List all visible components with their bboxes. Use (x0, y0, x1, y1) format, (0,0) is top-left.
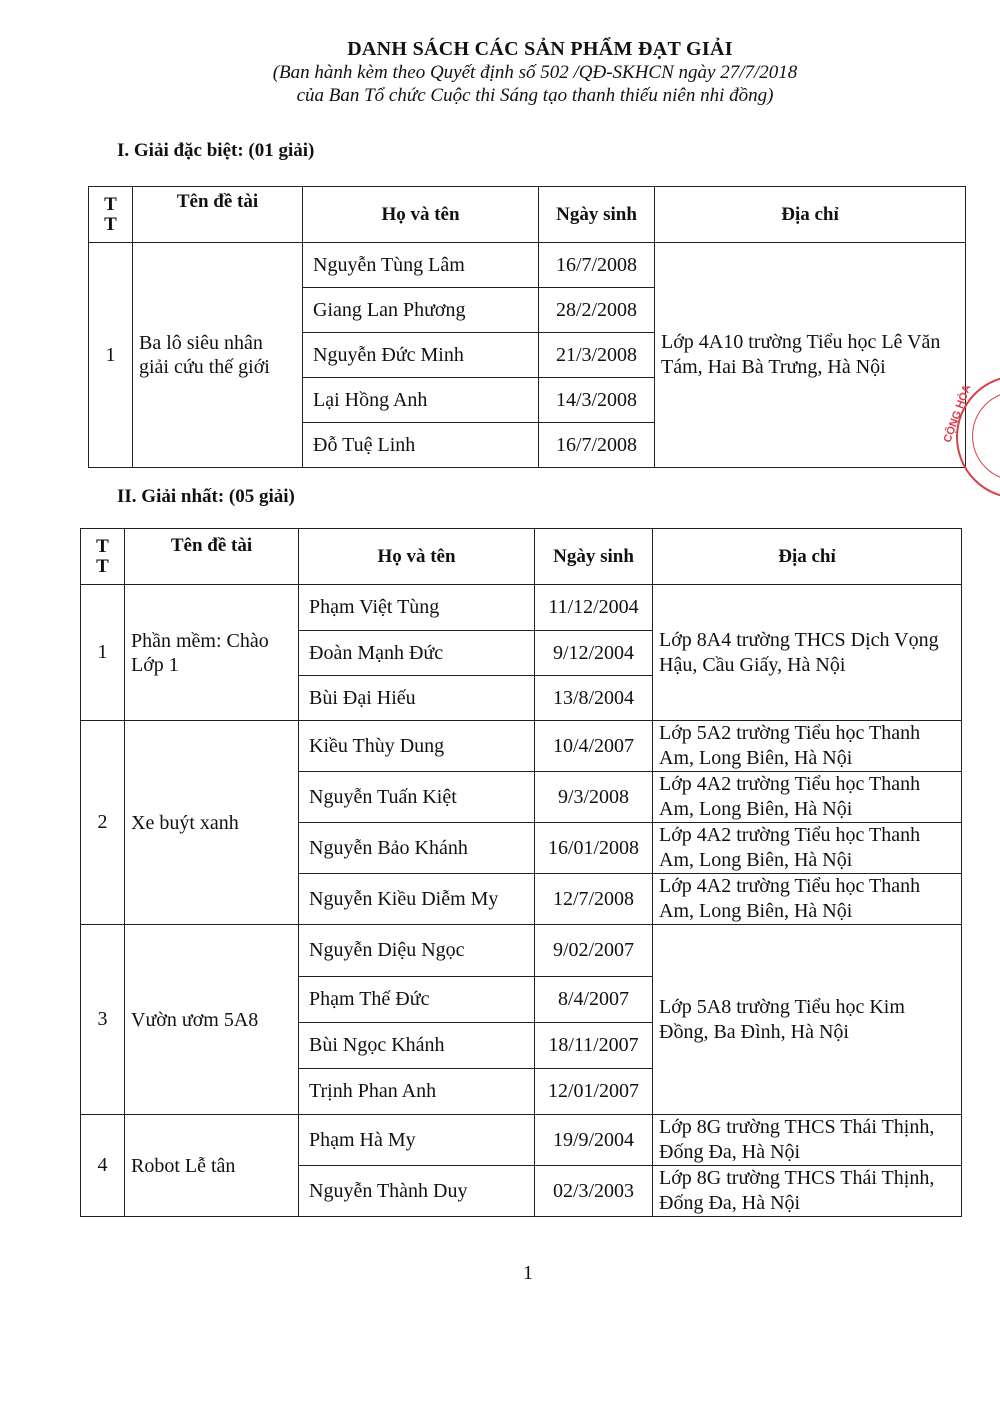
row-number: 1 (89, 243, 133, 468)
member-name: Đỗ Tuệ Linh (303, 423, 539, 468)
address-cell: Lớp 4A2 trường Tiểu học Thanh Am, Long Biên, Hà Nội (653, 874, 962, 925)
section-heading-first-prize: II. Giải nhất: (05 giải) (117, 486, 295, 507)
member-name: Nguyễn Bảo Khánh (299, 823, 535, 874)
table-row (81, 721, 962, 772)
official-seal-text: CỘNG HÒA (941, 383, 974, 445)
member-dob: 10/4/2007 (535, 721, 653, 772)
member-dob: 13/8/2004 (535, 676, 653, 721)
official-seal-stamp (941, 375, 1000, 499)
first-prize-table (80, 528, 962, 1217)
member-name: Phạm Việt Tùng (299, 585, 535, 631)
member-name: Nguyễn Tùng Lâm (303, 243, 539, 288)
column-header-dob: Ngày sinh (539, 187, 655, 243)
member-name: Nguyễn Tuấn Kiệt (299, 772, 535, 823)
address-cell: Lớp 8A4 trường THCS Dịch Vọng Hậu, Cầu Giấy, Hà Nội (653, 585, 962, 721)
topic-cell: Xe buýt xanh (125, 721, 299, 925)
member-dob: 02/3/2003 (535, 1166, 653, 1217)
column-header-dob: Ngày sinh (535, 529, 653, 585)
member-name: Nguyễn Kiều Diễm My (299, 874, 535, 925)
member-name: Phạm Hà My (299, 1115, 535, 1166)
member-dob: 12/7/2008 (535, 874, 653, 925)
address-cell: Lớp 4A2 trường Tiểu học Thanh Am, Long Biên, Hà Nội (653, 823, 962, 874)
row-number: 3 (81, 925, 125, 1115)
member-dob: 16/7/2008 (539, 243, 655, 288)
member-name: Nguyễn Đức Minh (303, 333, 539, 378)
special-prize-table (88, 186, 966, 468)
member-dob: 16/01/2008 (535, 823, 653, 874)
address-cell: Lớp 5A8 trường Tiểu học Kim Đồng, Ba Đình, Hà Nội (653, 925, 962, 1115)
member-name: Nguyễn Thành Duy (299, 1166, 535, 1217)
member-dob: 19/9/2004 (535, 1115, 653, 1166)
address-cell: Lớp 5A2 trường Tiểu học Thanh Am, Long Biên, Hà Nội (653, 721, 962, 772)
member-name: Trịnh Phan Anh (299, 1069, 535, 1115)
member-dob: 18/11/2007 (535, 1023, 653, 1069)
member-dob: 28/2/2008 (539, 288, 655, 333)
member-dob: 9/02/2007 (535, 925, 653, 977)
member-name: Phạm Thế Đức (299, 977, 535, 1023)
table-header-row (89, 187, 966, 243)
column-header-topic: Tên đề tài (125, 529, 299, 585)
member-name: Giang Lan Phương (303, 288, 539, 333)
column-header-tt: T T (89, 187, 133, 243)
column-header-topic: Tên đề tài (133, 187, 303, 243)
member-dob: 16/7/2008 (539, 423, 655, 468)
document-subtitle-line-1: (Ban hành kèm theo Quyết định số 502 /QĐ-SKHCN ngày 27/7/2018 (272, 62, 798, 83)
column-header-name: Họ và tên (299, 529, 535, 585)
topic-cell: Vườn ươm 5A8 (125, 925, 299, 1115)
address-cell: Lớp 4A10 trường Tiểu học Lê Văn Tám, Hai Bà Trưng, Hà Nội (655, 243, 966, 468)
topic-cell: Phần mềm: Chào Lớp 1 (125, 585, 299, 721)
document-header (0, 38, 1000, 107)
member-name: Bùi Ngọc Khánh (299, 1023, 535, 1069)
member-dob: 14/3/2008 (539, 378, 655, 423)
member-dob: 9/12/2004 (535, 631, 653, 676)
member-name: Lại Hồng Anh (303, 378, 539, 423)
member-dob: 9/3/2008 (535, 772, 653, 823)
table-row (81, 1115, 962, 1166)
member-name: Bùi Đại Hiếu (299, 676, 535, 721)
row-number: 1 (81, 585, 125, 721)
column-header-name: Họ và tên (303, 187, 539, 243)
address-cell: Lớp 4A2 trường Tiểu học Thanh Am, Long Biên, Hà Nội (653, 772, 962, 823)
row-number: 4 (81, 1115, 125, 1217)
member-name: Kiều Thùy Dung (299, 721, 535, 772)
document-subtitle-line-2: của Ban Tổ chức Cuộc thi Sáng tạo thanh thiếu niên nhi đồng) (296, 85, 774, 106)
member-name: Đoàn Mạnh Đức (299, 631, 535, 676)
topic-cell: Ba lô siêu nhân giải cứu thế giới (133, 243, 303, 468)
member-dob: 12/01/2007 (535, 1069, 653, 1115)
column-header-address: Địa chỉ (653, 529, 962, 585)
topic-cell: Robot Lễ tân (125, 1115, 299, 1217)
member-dob: 8/4/2007 (535, 977, 653, 1023)
official-seal-inner-ring (972, 391, 1000, 481)
page-number: 1 (523, 1262, 533, 1284)
column-header-address: Địa chỉ (655, 187, 966, 243)
address-cell: Lớp 8G trường THCS Thái Thịnh, Đống Đa, Hà Nội (653, 1166, 962, 1217)
column-header-tt: T T (81, 529, 125, 585)
document-title: DANH SÁCH CÁC SẢN PHẨM ĐẠT GIẢI (347, 38, 733, 60)
table-row (81, 925, 962, 977)
table-header-row (81, 529, 962, 585)
table-row (81, 585, 962, 631)
member-dob: 11/12/2004 (535, 585, 653, 631)
section-heading-special-prize: I. Giải đặc biệt: (01 giải) (117, 140, 315, 161)
address-cell: Lớp 8G trường THCS Thái Thịnh, Đống Đa, Hà Nội (653, 1115, 962, 1166)
member-name: Nguyễn Diệu Ngọc (299, 925, 535, 977)
member-dob: 21/3/2008 (539, 333, 655, 378)
row-number: 2 (81, 721, 125, 925)
table-row (89, 243, 966, 288)
